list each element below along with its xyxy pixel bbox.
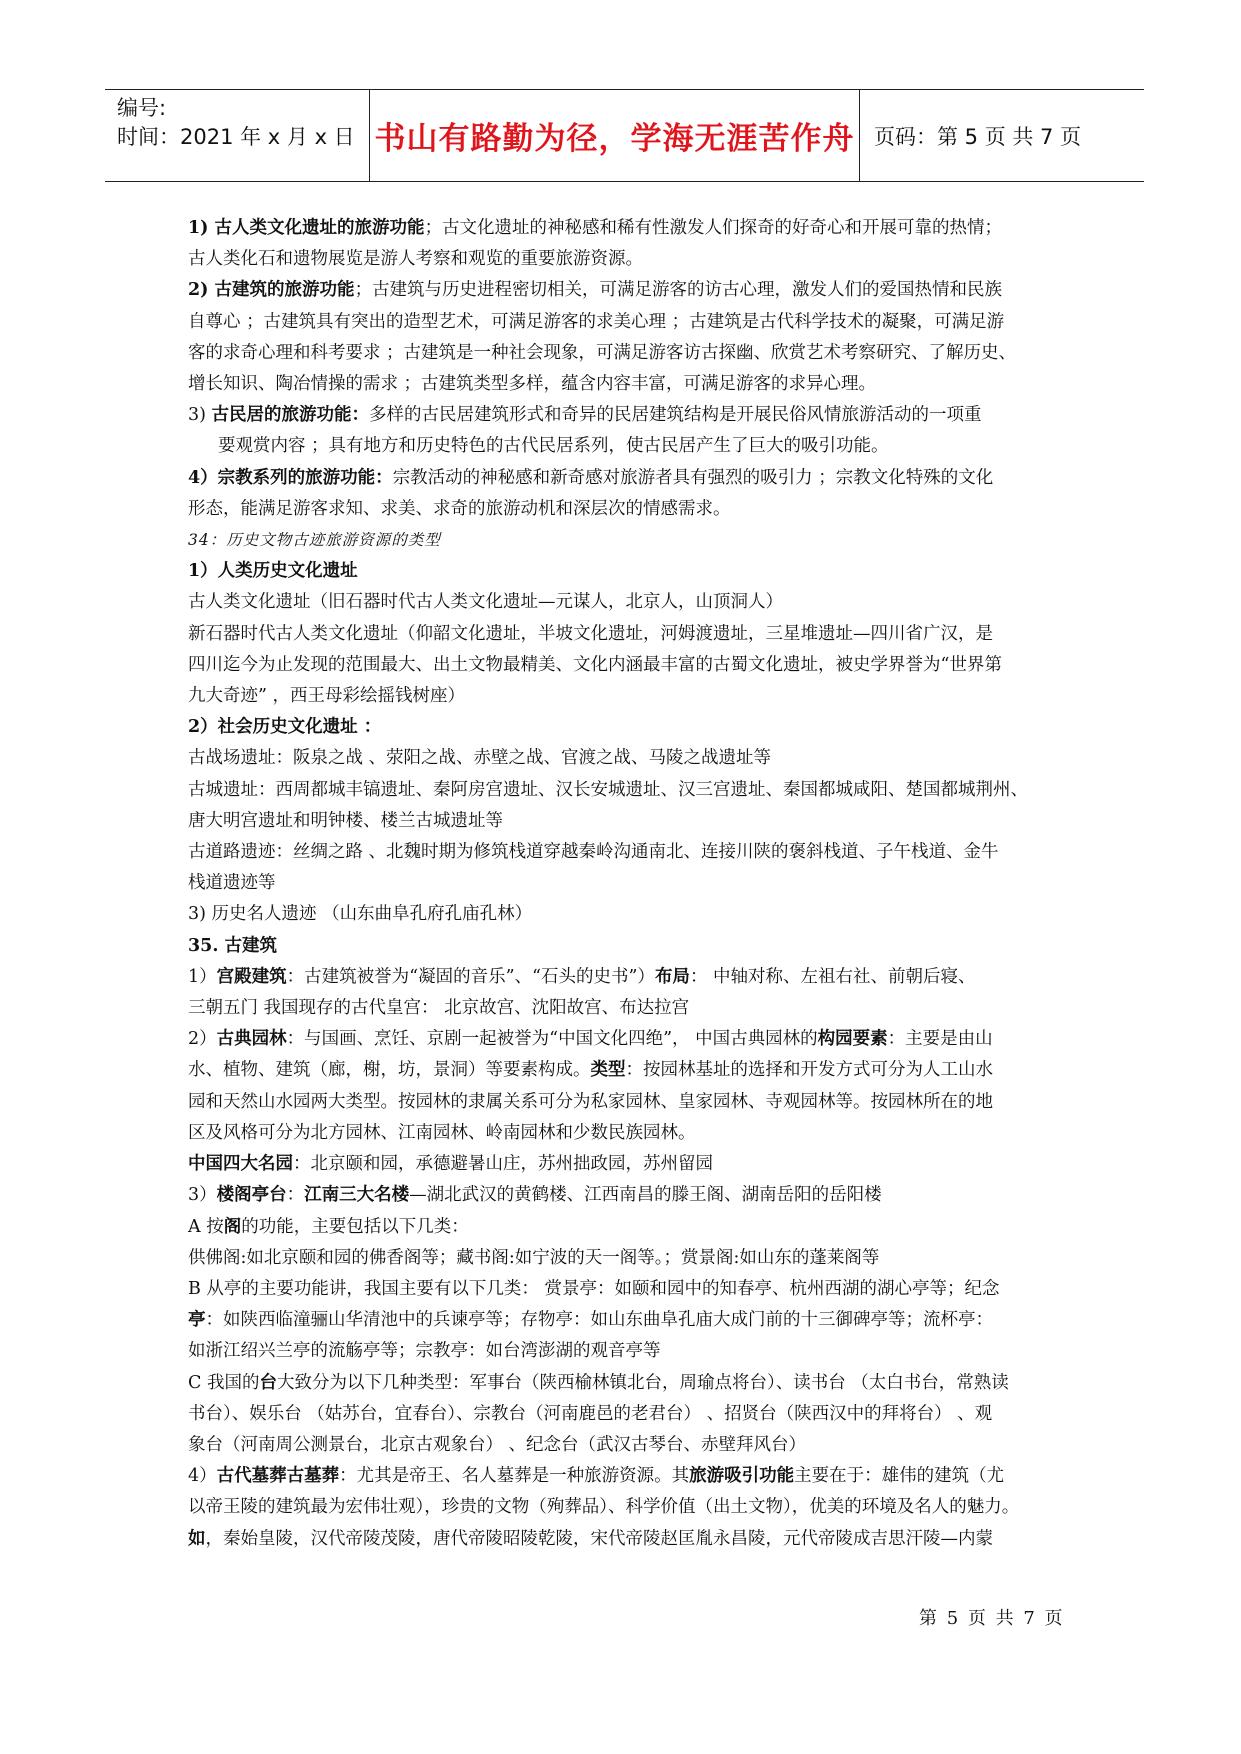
text-line	[188, 369, 1058, 400]
text-line	[188, 1243, 1058, 1274]
header-page-code: 页码：第 5 页 共 7 页	[874, 124, 1082, 149]
bold-term: 中国四大名园	[188, 1154, 293, 1175]
text-line	[188, 743, 1058, 774]
text-line	[188, 1055, 1058, 1086]
text-run: 4）	[188, 1466, 217, 1487]
text-run: 1）	[188, 966, 217, 987]
text-line	[188, 431, 1058, 462]
header-left-cell	[105, 90, 370, 181]
text-run: C 我国的	[188, 1372, 260, 1393]
text-run: 书台）、娱乐台 （姑苏台，宜春台）、宗教台（河南鹿邑的老君台） 、招贤台（陕西汉中的拜将台） 、观	[188, 1403, 993, 1424]
text-run: ；古建筑与历史进程密切相关，可满足游客的访古心理，激发人们的爱国热情和民族	[354, 280, 1003, 301]
text-run: 如浙江绍兴兰亭的流觞亭等；宗教亭：如台湾澎湖的观音亭等	[188, 1341, 661, 1362]
text-run: 古城遗址：西周都城丰镐遗址、秦阿房宫遗址、汉长安城遗址、汉三宫遗址、秦国都城咸阳、楚国都城荆州、	[188, 779, 1028, 800]
text-run: B 从亭的主要功能讲，我国主要有以下几类： 赏景亭：如颐和园中的知春亭、杭州西湖的湖心亭等；纪念	[188, 1278, 1000, 1299]
text-run: ：尤其是帝王、名人墓葬是一种旅游资源。其	[339, 1466, 690, 1487]
text-run: 象台（河南周公测景台，北京古观象台） 、纪念台（武汉古琴台、赤壁拜风台）	[188, 1434, 807, 1455]
text-run: ；古文化遗址的神秘感和稀有性激发人们探奇的好奇心和开展可靠的热情；	[424, 218, 1003, 238]
text-line	[188, 962, 1058, 993]
text-run: 九大奇迹” ，西王母彩绘摇钱树座）	[188, 686, 466, 707]
text-run: 的功能，主要包括以下几类：	[241, 1216, 469, 1237]
text-run: 增长知识、陶冶情操的需求 ；古建筑类型多样，蕴含内容丰富，可满足游客的求异心理。	[188, 374, 877, 395]
text-run: 古人类文化遗址（旧石器时代古人类文化遗址—元谋人，北京人，山顶洞人）	[188, 592, 783, 613]
text-run: 34：历史文物古迹旅游资源的类型	[188, 531, 441, 550]
text-run: ：如陕西临潼骊山华清池中的兵谏亭等；存物亭：如山东曲阜孔庙大成门前的十三御碑亭等；流杯亭：	[205, 1310, 993, 1331]
text-line	[188, 681, 1058, 712]
text-run: 供佛阁:如北京颐和园的佛香阁等；藏书阁:如宁波的天一阁等。；赏景阁:如山东的蓬莱阁等	[188, 1247, 880, 1268]
text-line	[188, 213, 1058, 244]
document-number-label: 编号:	[117, 96, 167, 120]
text-run: ：按园林基址的选择和开发方式可分为人工山水	[625, 1060, 993, 1081]
text-run: ：与国画、烹饪、京剧一起被誉为“中国文化四绝”， 中国古典园林的	[286, 1029, 818, 1050]
text-line	[188, 1024, 1058, 1055]
text-line	[188, 1274, 1058, 1305]
text-run: ：古建筑被誉为“凝固的音乐”、“石头的史书”）	[286, 966, 655, 987]
document-time-label: 时间：2021 年 x 月 x 日	[117, 125, 355, 149]
text-run: 水、植物、建筑（廊，榭，坊，景洞）等要素构成。	[188, 1060, 591, 1081]
text-run: 三朝五门 我国现存的古代皇宫： 北京故宫、沈阳故宫、布达拉宫	[188, 998, 690, 1019]
text-run: 四川迄今为止发现的范围最大、出土文物最精美、文化内涵最丰富的古蜀文化遗址，被史学界誉为“世界第	[188, 654, 1002, 675]
text-run: 以帝王陵的建筑最为宏伟壮观），珍贵的文物（殉葬品）、科学价值（出土文物），优美的环境及名人的魅力。	[188, 1497, 1020, 1518]
text-run: 形态，能满足游客求知、求美、求奇的旅游动机和深层次的情感需求。	[188, 498, 731, 519]
bold-term: 构园要素	[817, 1029, 888, 1050]
text-run: 区及风格可分为北方园林、江南园林、岭南园林和少数民族园林。	[188, 1122, 696, 1143]
text-run: 古道路遗迹：丝绸之路 、北魏时期为修筑栈道穿越秦岭沟通南北、连接川陕的褒斜栈道、子午栈道、金牛	[188, 842, 999, 863]
bold-term: 阁	[223, 1216, 242, 1237]
bold-term: 1）人类历史文化遗址	[188, 561, 358, 582]
bold-term: 楼阁亭台	[216, 1185, 287, 1206]
text-run: 古人类化石和遗物展览是游人考察和观览的重要旅游资源。	[188, 249, 643, 270]
text-run: 3)	[188, 405, 212, 426]
bold-term: 1) 古人类文化遗址的旅游功能	[188, 218, 425, 238]
text-line	[188, 307, 1058, 338]
text-line	[188, 837, 1058, 868]
text-run: 3）	[188, 1185, 217, 1206]
text-line	[188, 587, 1058, 618]
text-line	[188, 993, 1058, 1024]
text-line	[188, 525, 1058, 556]
text-line	[188, 1430, 1058, 1461]
text-line	[188, 712, 1058, 743]
text-run: 主要在于：雄伟的建筑（尤	[794, 1466, 1005, 1487]
text-line	[188, 1087, 1058, 1118]
bold-term: 类型	[590, 1060, 626, 1081]
text-line	[188, 899, 1058, 930]
text-run: 3) 历史名人遗迹 （山东曲阜孔府孔庙孔林）	[188, 904, 533, 925]
text-line	[188, 1399, 1058, 1430]
text-run: 栈道遗迹等	[188, 873, 276, 894]
text-run: ： 中轴对称、左祖右社、前朝后寝、	[689, 966, 976, 987]
text-run: A 按	[188, 1216, 224, 1237]
bold-term: 古民居的旅游功能：	[211, 405, 370, 426]
page-footer: 第 5 页 共 7 页	[919, 1608, 1065, 1629]
text-run: —湖北武汉的黄鹤楼、江西南昌的滕王阁、湖南岳阳的岳阳楼	[409, 1185, 882, 1206]
text-line	[188, 775, 1058, 806]
text-line	[188, 619, 1058, 650]
bold-term: 古典园林	[216, 1029, 287, 1050]
text-line	[188, 1305, 1058, 1336]
bold-term: 宫殿建筑	[216, 966, 287, 987]
text-line	[188, 494, 1058, 525]
bold-term: 古代墓葬古墓葬	[216, 1466, 340, 1487]
page-header	[105, 89, 1144, 182]
text-line	[188, 1118, 1058, 1149]
bold-term: 35. 古建筑	[188, 935, 278, 956]
text-run: 要观赏内容 ；具有地方和历史特色的古代民居系列，使古民居产生了巨大的吸引功能。	[218, 436, 889, 457]
text-line	[188, 463, 1058, 494]
text-line	[188, 244, 1058, 275]
header-motto: 书山有路勤为径，学海无涯苦作舟	[370, 90, 860, 181]
bold-term: 江南三大名楼	[304, 1185, 410, 1206]
text-line	[188, 1524, 1058, 1555]
text-run: 自尊心 ；古建筑具有突出的造型艺术，可满足游客的求美心理 ；古建筑是古代科学技术的凝聚，可满足游	[188, 311, 1005, 332]
bold-term: 4）宗教系列的旅游功能：	[188, 467, 393, 488]
text-run: 多样的古民居建筑形式和奇异的民居建筑结构是开展民俗风情旅游活动的一项重	[369, 405, 982, 426]
text-line	[188, 400, 1058, 431]
bold-term: 2) 古建筑的旅游功能	[188, 280, 355, 301]
text-run: 新石器时代古人类文化遗址（仰韶文化遗址，半坡文化遗址，河姆渡遗址，三星堆遗址—四川省广汉，是	[188, 623, 993, 644]
text-line	[188, 1212, 1058, 1243]
text-line	[188, 868, 1058, 899]
text-line	[188, 1492, 1058, 1523]
text-run: 客的求奇心理和科考要求 ；古建筑是一种社会现象，可满足游客访古探幽、欣赏艺术考察研究、了解历史、	[188, 342, 1017, 363]
text-line	[188, 806, 1058, 837]
text-line	[188, 338, 1058, 369]
text-line	[188, 1336, 1058, 1367]
bold-term: 旅游吸引功能	[689, 1466, 795, 1487]
text-line	[188, 1461, 1058, 1492]
document-body	[188, 213, 1058, 1555]
bold-term: 如	[188, 1528, 206, 1549]
text-line	[188, 650, 1058, 681]
text-run: ：主要是由山	[887, 1029, 993, 1050]
text-line	[188, 1180, 1058, 1211]
text-run: ：	[286, 1185, 305, 1206]
bold-term: 亭	[188, 1310, 206, 1331]
text-run: 古战场遗址：阪泉之战 、荥阳之战、赤壁之战、官渡之战、马陵之战遗址等	[188, 748, 772, 769]
bold-term: 台	[259, 1372, 277, 1393]
text-line	[188, 1149, 1058, 1180]
text-run: 宗教活动的神秘感和新奇感对旅游者具有强烈的吸引力 ；宗教文化特殊的文化	[392, 467, 994, 488]
text-run: 2）	[188, 1029, 217, 1050]
bold-term: 布局	[654, 966, 690, 987]
text-run: 唐大明宫遗址和明钟楼、楼兰古城遗址等	[188, 810, 503, 831]
text-run: ，秦始皇陵，汉代帝陵茂陵，唐代帝陵昭陵乾陵，宋代帝陵赵匡胤永昌陵，元代帝陵成吉思汗陵—内蒙	[205, 1528, 993, 1549]
text-line	[188, 275, 1058, 306]
text-run: 园和天然山水园两大类型。按园林的隶属关系可分为私家园林、皇家园林、寺观园林等。按园林所在的地	[188, 1091, 993, 1112]
text-line	[188, 1368, 1058, 1399]
text-line	[188, 556, 1058, 587]
bold-term: 2）社会历史文化遗址 ：	[188, 717, 382, 738]
text-run: 大致分为以下几种类型：军事台（陕西榆林镇北台，周瑜点将台）、读书台 （太白书台，常熟读	[276, 1372, 1009, 1393]
text-line	[188, 931, 1058, 962]
text-run: ：北京颐和园，承德避暑山庄，苏州拙政园，苏州留园	[293, 1154, 713, 1175]
